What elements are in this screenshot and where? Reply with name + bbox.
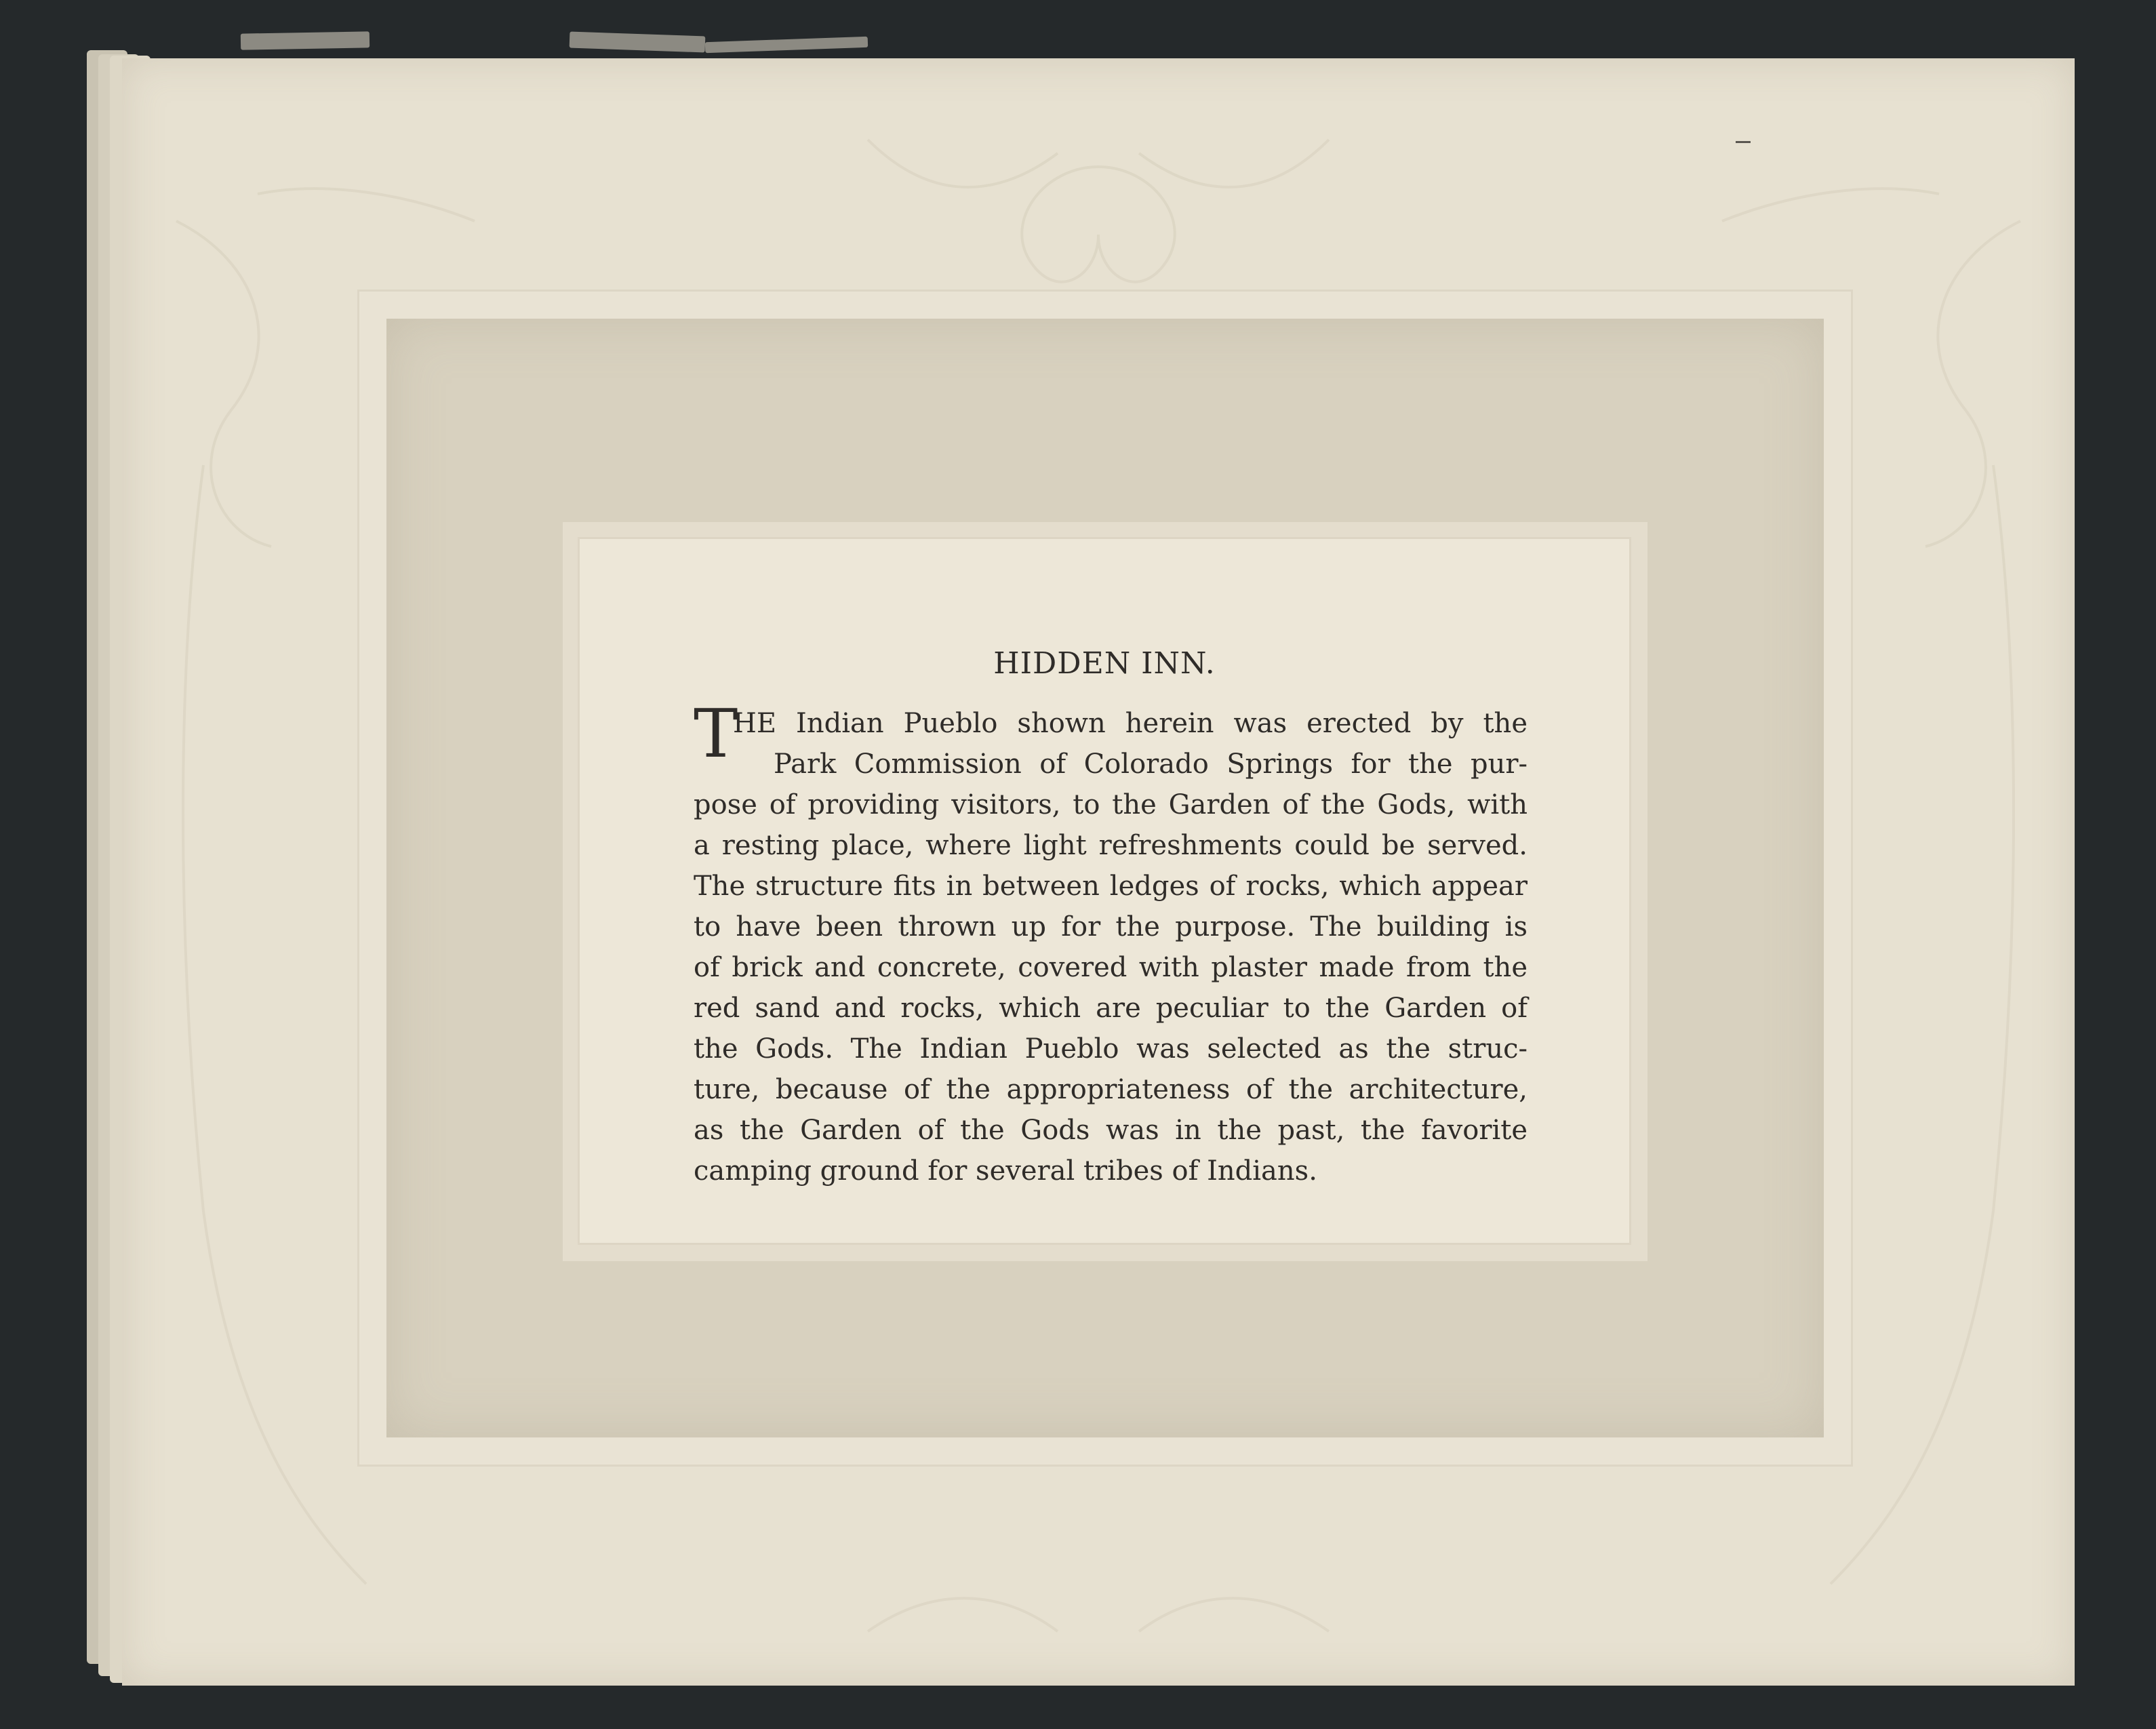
text-line: pose of providing visitors, to the Garden of the Gods, with xyxy=(694,789,1528,820)
torn-paper-strip xyxy=(705,37,868,53)
text-line: as the Garden of the Gods was in the past, the favorite xyxy=(694,1115,1528,1146)
text-line: The structure fits in between ledges of rocks, which appear xyxy=(694,871,1528,902)
text-line: ture, because of the appropriateness of the architecture, xyxy=(694,1074,1528,1105)
text-line: camping ground for several tribes of Indians. xyxy=(694,1155,1317,1187)
text-line: to have been thrown up for the purpose. The building is xyxy=(694,911,1528,942)
text-line: red sand and rocks, which are peculiar to the Garden of xyxy=(694,993,1528,1024)
drop-cap: T xyxy=(694,696,738,773)
body-paragraph xyxy=(694,696,1528,1191)
text-line: HE Indian Pueblo shown herein was erected by the xyxy=(733,708,1528,739)
page-mark xyxy=(1736,141,1751,143)
mat-recess xyxy=(386,319,1824,1437)
torn-paper-strip xyxy=(570,32,706,53)
text-card xyxy=(578,537,1631,1245)
text-line: a resting place, where light refreshments could be served. xyxy=(694,830,1528,861)
album-page xyxy=(122,58,2075,1686)
text-plate xyxy=(563,522,1648,1261)
text-line: the Gods. The Indian Pueblo was selected as the struc- xyxy=(694,1033,1528,1065)
torn-paper-strip xyxy=(241,31,370,49)
text-line: Park Commission of Colorado Springs for the pur- xyxy=(774,749,1528,780)
mount-mat xyxy=(359,292,1851,1465)
text-line: of brick and concrete, covered with plaster made from the xyxy=(694,952,1528,983)
page-title: HIDDEN INN. xyxy=(993,646,1216,681)
